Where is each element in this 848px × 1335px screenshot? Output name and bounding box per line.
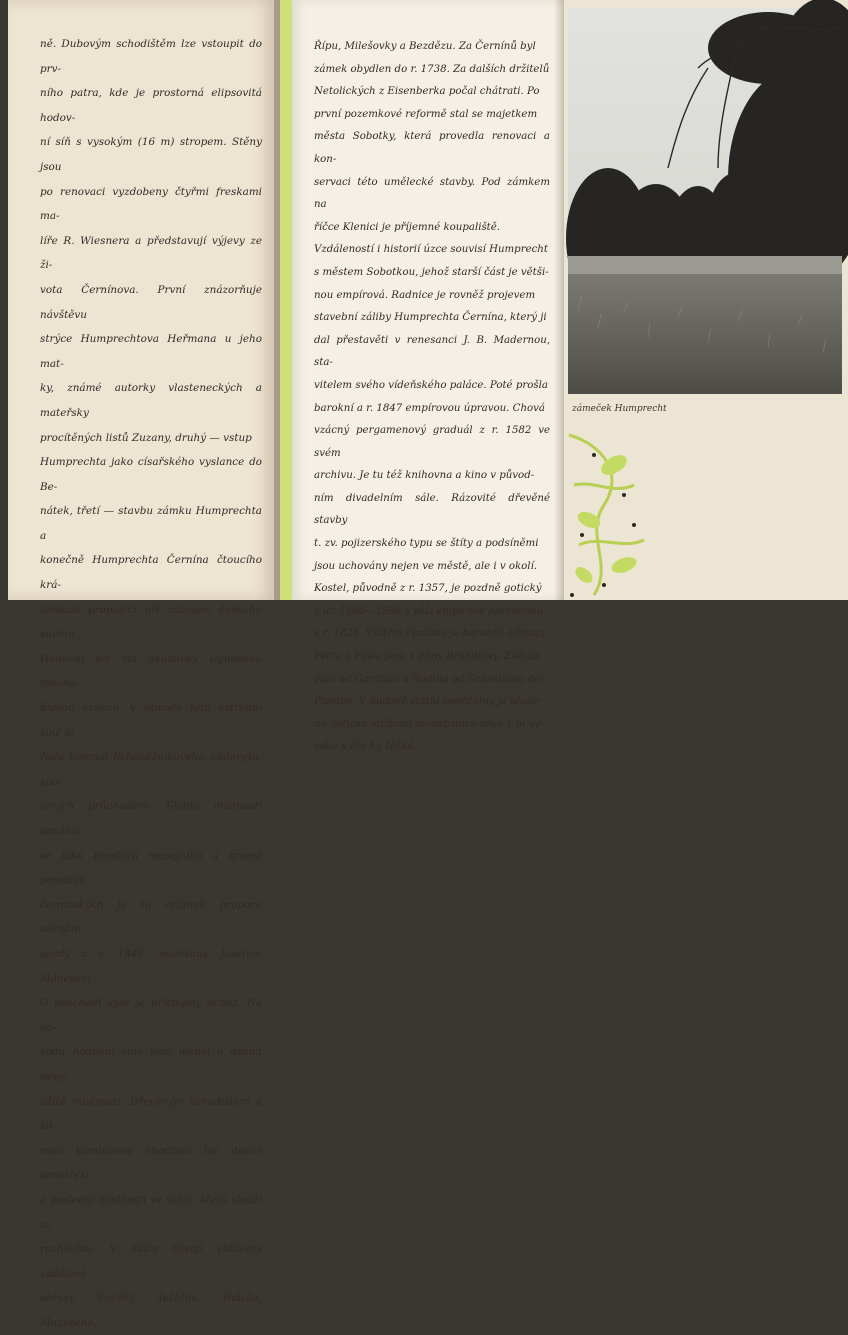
middle-page-line: zámek obydlen do r. 1738. Za dalších držitelů	[314, 63, 550, 75]
left-page-line: O poschodí výše je přístupný ochoz. Na ob-	[40, 997, 262, 1034]
left-page-line: procítěných listů Zuzany, druhý — vstup	[40, 431, 252, 444]
meadow	[568, 274, 842, 394]
middle-page-line: stavební záliby Humprechta Černína, který ji	[314, 312, 547, 324]
left-page-line: jených průchodem. Těchto místností používá	[40, 800, 262, 837]
left-page-line: řada komnat lichoběžníkového půdorysu, spo-	[40, 751, 262, 788]
middle-page-line: archivu. Je tu též knihovna a kino v původ-	[314, 470, 535, 482]
left-page-line: se jako prostoru musejního a kromě památek	[40, 849, 262, 887]
floral-ornament	[564, 425, 654, 600]
photo-illustration	[568, 8, 842, 394]
left-page-line: užité místnosti. Dřevěným schodištěm a šik-	[40, 1095, 262, 1133]
left-page-line: po renovaci vyzdobeny čtyřmi freskami ma-	[40, 185, 262, 223]
middle-page-line: Vzdáleností i historií úzce souvisí Humprecht	[314, 244, 548, 256]
left-page-line: lovskou proposici při zahájení českého sněmu.	[40, 603, 262, 641]
middle-page-text	[314, 36, 550, 759]
left-page-line: Humprechta jako císařského vyslance do Be-	[40, 456, 262, 493]
left-page-line: hlasou ozvěnu. V obvodu této ústřední síně je	[40, 702, 262, 739]
middle-page-line: Petra a Pavla jsou z dílny Brandlovy. Zvěsto-	[314, 651, 542, 663]
left-page-line: ně. Dubovým schodištěm lze vstoupit do prv-	[40, 38, 262, 75]
right-page	[564, 0, 848, 600]
middle-page-line: soká a 8½ kg těžká.	[314, 741, 417, 753]
middle-page-line: města Sobotky, která provedla renovaci a kon-	[314, 131, 550, 165]
left-page-line: nátek, třetí — stavbu zámku Humprechta a	[40, 505, 262, 542]
left-page-line: obrysy Sněžky, Ještědu, Ralska, Mužského,	[40, 1292, 262, 1329]
left-page-text	[40, 32, 262, 1335]
left-page	[8, 0, 276, 1329]
left-page-line: rozhlednu. V dálce bývají viditelny vzdálené	[40, 1243, 262, 1280]
left-page-line: líře R. Wiesnera a představují výjevy ze ži-	[40, 234, 262, 272]
left-page-line: ky, známé autorky vlasteneckých a mateřsky	[40, 382, 262, 419]
left-page-line: a poslední místnosti ve vížce, která slouží za	[40, 1193, 262, 1231]
photo-caption: zámeček Humprecht	[572, 404, 667, 414]
left-page-line: mou kominovou chodbou lze dosíci podstřeší	[40, 1144, 262, 1182]
middle-page-line: Piombo. V budově státní spořitelny je ulože-	[314, 696, 541, 708]
middle-page-line: říčce Klenici je příjemné koupaliště.	[314, 221, 501, 233]
left-page-line: ní síň s vysokým (16 m) stropem. Stěny jsou	[40, 136, 262, 173]
middle-page-line: Netolických z Eisenberka počal chátrati. Po	[314, 86, 540, 98]
middle-page-line: Řípu, Milešovky a Bezdězu. Za Černínů byl	[314, 41, 536, 52]
middle-page-line: barokní a r. 1847 empírovou úpravou. Chová	[314, 402, 545, 414]
middle-page-line: první pozemkové reformě stal se majetkem	[314, 108, 538, 120]
left-page-line: vodu hodovní síně jsou menší a dosud nevy-	[40, 1046, 262, 1083]
middle-page-line: v r. 1828. Vnitřní výzdoba je barokní. Obrazy	[314, 628, 546, 640]
left-page-line: ního patra, kde je prostorná elipsovitá hodov-	[40, 87, 262, 124]
left-page-line: gardy z r. 1848, malovaný Josefem Mánesem.	[40, 947, 262, 985]
left-page-line: černínských je tu originál praporu národní	[40, 898, 262, 936]
left-page-line: vota Černínova. První znázorňuje návštěvu	[40, 283, 262, 321]
middle-page-line: vzácný pergamenový graduál z r. 1582 ve svém	[314, 425, 550, 459]
middle-page-line: t. zv. pojizerského typu se štíty a podsíněmi	[314, 538, 539, 550]
left-page-line: Hodovní síň má akusticky zajímavou mnoho-	[40, 652, 262, 690]
middle-page-line: dal přestavěti v renesanci J. B. Madernou, sta-	[314, 334, 550, 369]
middle-page-line: na gotická stříbrná monstrance přes 1 m vy-	[314, 718, 544, 730]
middle-page-line: vání od Garatalo a Rodina od Šebestiána del	[314, 673, 544, 685]
middle-page-line: s městem Sobotkou, jehož starší část je větši-	[314, 266, 549, 278]
middle-page-line: ním divadelním sále. Rázovité dřevěné stavby	[314, 492, 550, 527]
green-insert-edge	[280, 0, 292, 600]
left-page-line: strýce Humprechtova Heřmana u jeho mat-	[40, 333, 262, 370]
middle-page-line: jsou uchovány nejen ve městě, ale i v okolí.	[314, 560, 538, 572]
middle-page-line: servaci této umělecké stavby. Pod zámkem na	[314, 176, 550, 211]
left-page-line: konečně Humprechta Černína čtoucího krá-	[40, 554, 262, 592]
middle-page-line: vitelem svého vídeňského paláce. Poté prošla	[314, 379, 548, 391]
middle-page-line: Kostel, původně z r. 1357, je pozdně gotický	[314, 583, 542, 595]
middle-page	[292, 0, 564, 753]
middle-page-line: z let 1590—1596 s věží empírově opravenou	[314, 605, 543, 617]
middle-page-line: nou empírová. Radnice je rovněž projevem	[314, 289, 536, 301]
castle-photo	[568, 8, 842, 394]
